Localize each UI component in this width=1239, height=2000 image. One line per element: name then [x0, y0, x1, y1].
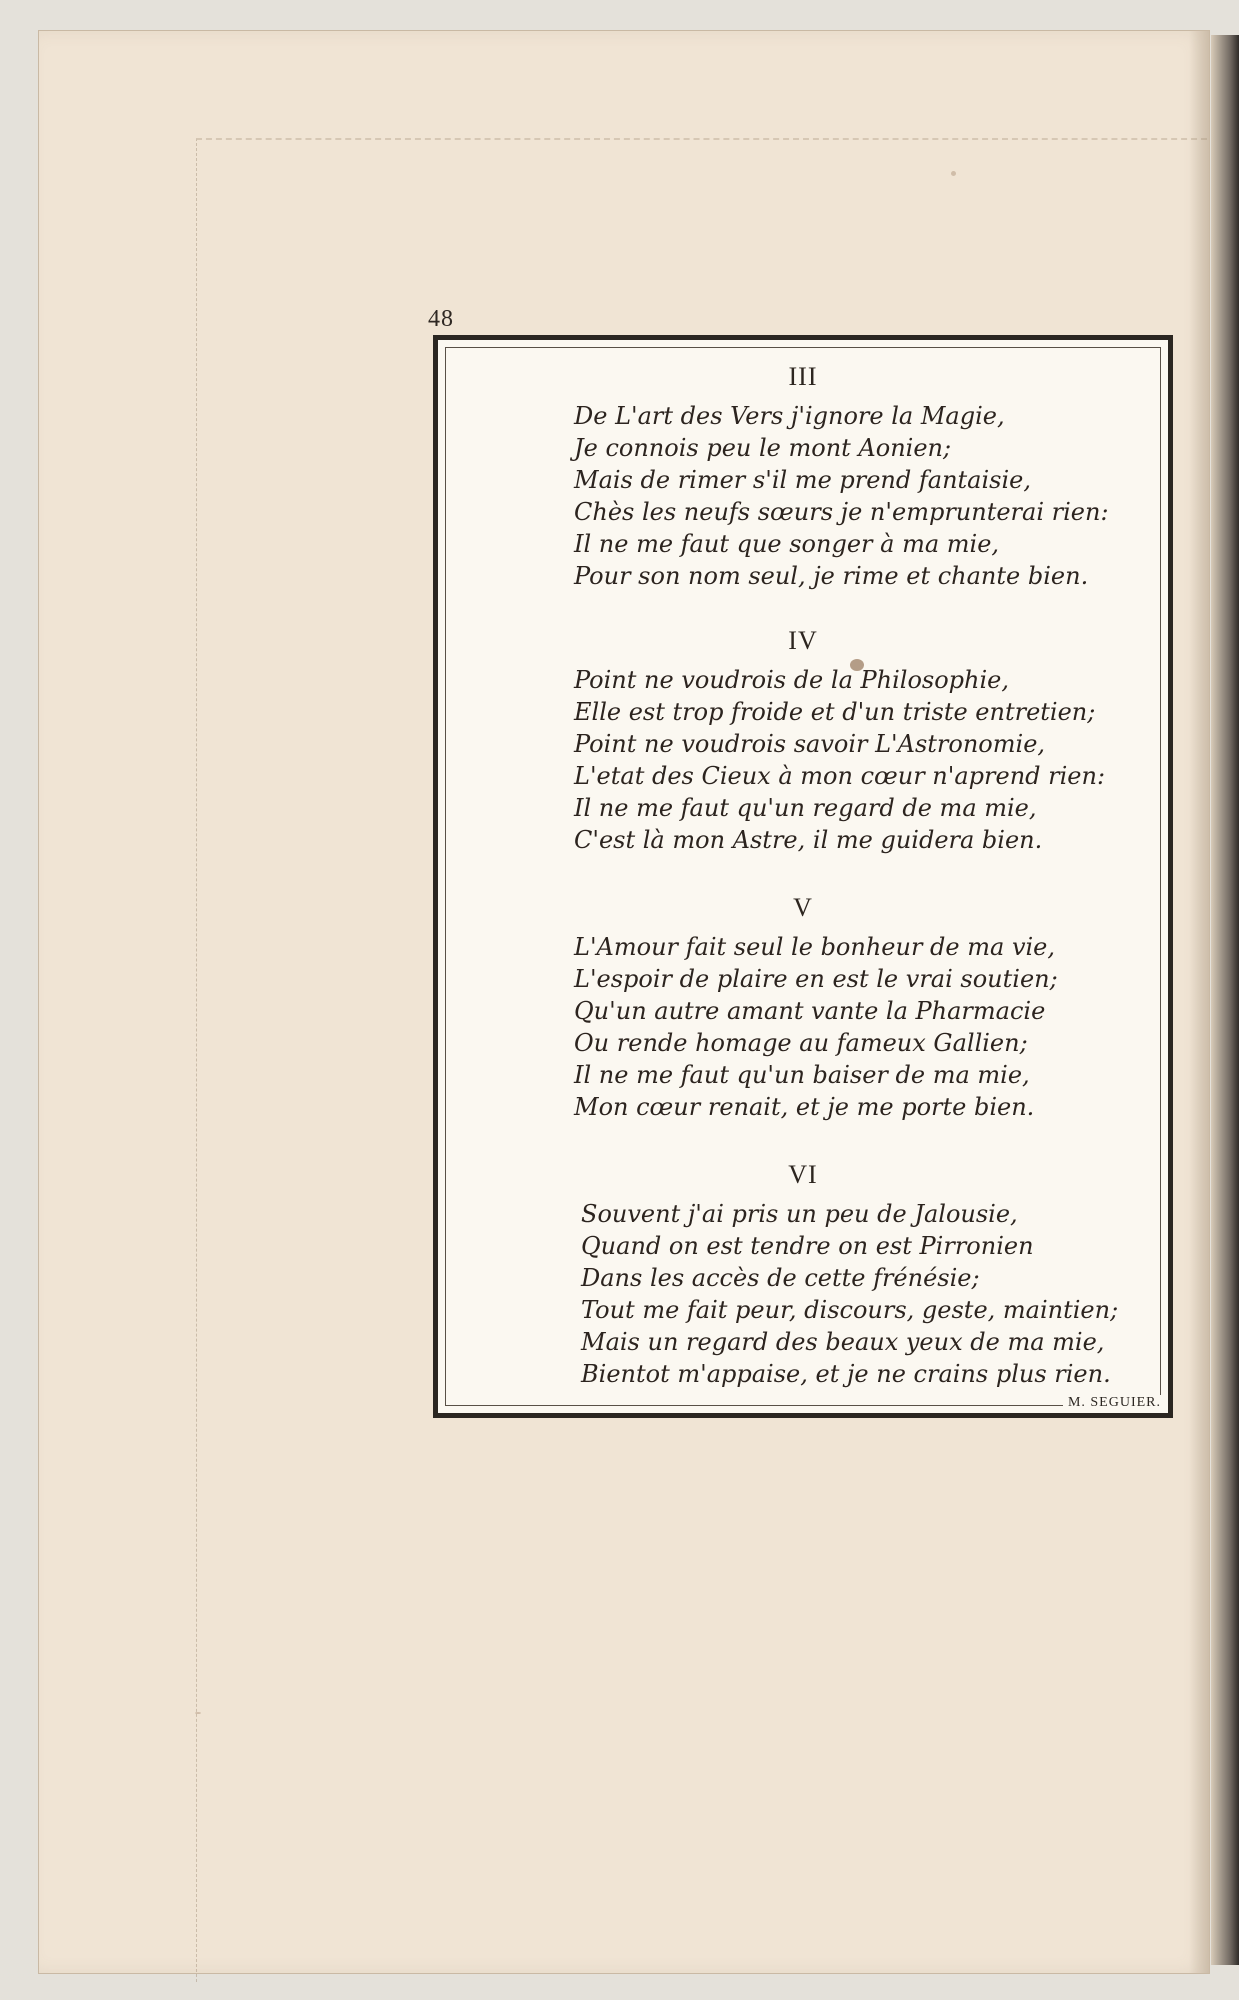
verse-line: L'espoir de plaire en est le vrai soutien;	[574, 965, 1058, 993]
next-page-edge	[1211, 35, 1239, 1965]
stanza-number: III	[788, 362, 818, 391]
verse-line: Mais de rimer s'il me prend fantaisie,	[574, 466, 1031, 494]
verse-line: Je connois peu le mont Aonien;	[574, 434, 952, 462]
verse-line: Pour son nom seul, je rime et chante bien.	[574, 562, 1089, 590]
verse-line: Il ne me faut qu'un regard de ma mie,	[574, 794, 1037, 822]
stanza-lines	[438, 664, 1168, 856]
verse-line: Elle est trop froide et d'un triste entretien;	[574, 698, 1096, 726]
engraver-signature: M. SEGUIER.	[1063, 1395, 1161, 1411]
verse-line: Chès les neufs sœurs je n'emprunterai rien:	[574, 498, 1109, 526]
verse-line: Mais un regard des beaux yeux de ma mie,	[581, 1328, 1105, 1356]
verse-line: Il ne me faut que songer à ma mie,	[574, 530, 1000, 558]
stanza-3	[438, 362, 1168, 592]
verse-line: Bientot m'appaise, et je ne crains plus rien.	[581, 1360, 1111, 1388]
verse-line: Dans les accès de cette frénésie;	[581, 1264, 980, 1292]
verse-line: Point ne voudrois savoir L'Astronomie,	[574, 730, 1046, 758]
stanza-4	[438, 626, 1168, 856]
verse-line: L'etat des Cieux à mon cœur n'aprend rien:	[574, 762, 1106, 790]
verse-line: Qu'un autre amant vante la Pharmacie	[574, 997, 1046, 1025]
stanza-lines	[438, 400, 1168, 592]
page-number: 48	[428, 306, 454, 332]
stanza-number: V	[793, 893, 813, 922]
verse-line: De L'art des Vers j'ignore la Magie,	[574, 402, 1005, 430]
stanza-lines	[438, 1198, 1168, 1390]
engraved-poem-frame	[433, 335, 1173, 1418]
verse-line: Mon cœur renait, et je me porte bien.	[574, 1093, 1035, 1121]
stanza-lines	[438, 931, 1168, 1123]
verse-line: Il ne me faut qu'un baiser de ma mie,	[574, 1061, 1030, 1089]
verse-line: L'Amour fait seul le bonheur de ma vie,	[574, 933, 1056, 961]
verse-line: Ou rende homage au fameux Gallien;	[574, 1029, 1028, 1057]
verse-line: C'est là mon Astre, il me guidera bien.	[574, 826, 1043, 854]
stanza-number: IV	[788, 626, 818, 655]
verse-line: Tout me fait peur, discours, geste, maintien;	[581, 1296, 1119, 1324]
stanza-6	[438, 1160, 1168, 1390]
verse-line: Souvent j'ai pris un peu de Jalousie,	[581, 1200, 1018, 1228]
verse-line: Point ne voudrois de la Philosophie,	[574, 666, 1009, 694]
verse-line: Quand on est tendre on est Pirronien	[581, 1232, 1034, 1260]
stanza-number: VI	[788, 1160, 818, 1189]
stanza-5	[438, 893, 1168, 1123]
